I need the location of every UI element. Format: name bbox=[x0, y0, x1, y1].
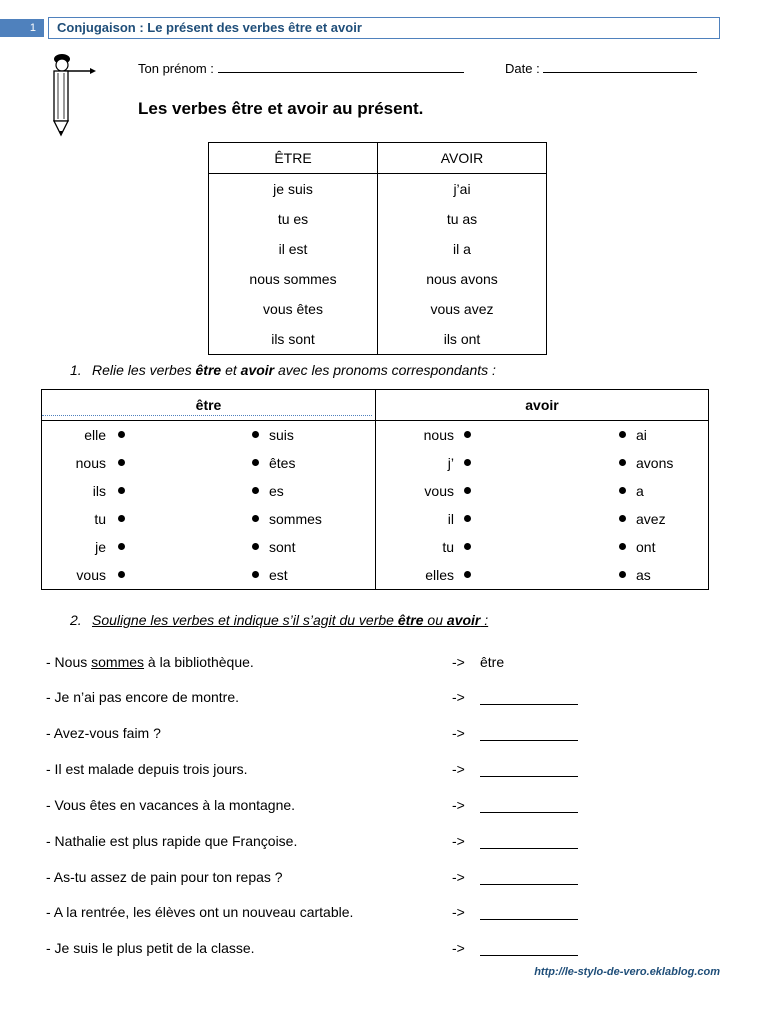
instruction-text: Souligne les verbes et indique s’il s’agit du verbe bbox=[92, 612, 398, 628]
pronoun-left: ils bbox=[92, 483, 106, 499]
page-title: Les verbes être et avoir au présent. bbox=[138, 99, 424, 118]
name-field[interactable] bbox=[138, 60, 464, 76]
match-dot[interactable] bbox=[118, 431, 125, 438]
date-line[interactable] bbox=[543, 60, 697, 73]
verb-right: as bbox=[636, 567, 651, 583]
col-header-avoir: AVOIR bbox=[378, 143, 547, 174]
instruction-text: et bbox=[221, 362, 241, 378]
sentence: - Nathalie est plus rapide que Françoise. bbox=[46, 832, 298, 849]
pronoun-left: elles bbox=[425, 567, 454, 583]
table-row bbox=[209, 174, 547, 205]
instruction-bold: être bbox=[397, 612, 424, 628]
answer-blank[interactable] bbox=[480, 740, 578, 741]
table-cell: ils sont bbox=[209, 324, 378, 355]
match-dot[interactable] bbox=[118, 571, 125, 578]
sentence-text: à la bibliothèque. bbox=[144, 654, 254, 670]
matching-row bbox=[42, 452, 708, 474]
table-cell: nous avons bbox=[378, 264, 547, 294]
instruction-text: avec les pronoms correspondants : bbox=[274, 362, 496, 378]
match-dot[interactable] bbox=[118, 515, 125, 522]
verb-right: suis bbox=[269, 427, 294, 443]
instruction-bold: être bbox=[195, 362, 222, 378]
pronoun-left: tu bbox=[94, 511, 106, 527]
match-dot[interactable] bbox=[118, 487, 125, 494]
name-line[interactable] bbox=[218, 60, 464, 73]
answer-blank[interactable] bbox=[480, 884, 578, 885]
table-row bbox=[209, 264, 547, 294]
sentence: - As-tu assez de pain pour ton repas ? bbox=[46, 868, 283, 885]
table-row bbox=[209, 324, 547, 355]
match-dot[interactable] bbox=[619, 543, 626, 550]
pronoun-left: vous bbox=[424, 483, 454, 499]
table-row bbox=[209, 234, 547, 264]
conjugation-table bbox=[208, 142, 547, 355]
page-number: 1 bbox=[0, 19, 44, 37]
sentence: - A la rentrée, les élèves ont un nouveau cartable. bbox=[46, 904, 354, 921]
instruction-text: ou bbox=[423, 612, 447, 628]
table-cell: vous avez bbox=[378, 294, 547, 324]
matching-header-etre: être bbox=[195, 397, 222, 413]
verb-right: avez bbox=[636, 511, 666, 527]
arrow: -> bbox=[452, 868, 465, 885]
verb-right: es bbox=[269, 483, 284, 499]
table-cell: j’ai bbox=[378, 174, 547, 205]
exercise-number: 2. bbox=[70, 612, 82, 628]
example-sentence bbox=[46, 654, 254, 670]
sentence: - Vous êtes en vacances à la montagne. bbox=[46, 796, 296, 813]
verb-right: sont bbox=[269, 539, 296, 555]
matching-row bbox=[42, 508, 708, 530]
exercise-2-instruction bbox=[70, 612, 488, 628]
table-cell: je suis bbox=[209, 174, 378, 205]
pencil-mascot-icon bbox=[44, 49, 96, 137]
divider bbox=[42, 415, 372, 416]
verb-right: ai bbox=[636, 427, 647, 443]
match-dot[interactable] bbox=[464, 459, 471, 466]
table-cell: il est bbox=[209, 234, 378, 264]
answer-blank[interactable] bbox=[480, 955, 578, 956]
table-row bbox=[209, 294, 547, 324]
instruction-bold: avoir bbox=[446, 612, 481, 628]
answer-blank[interactable] bbox=[480, 812, 578, 813]
match-dot[interactable] bbox=[252, 543, 259, 550]
pronoun-left: j’ bbox=[447, 455, 454, 471]
pronoun-left: nous bbox=[423, 427, 454, 443]
matching-table bbox=[41, 389, 709, 590]
match-dot[interactable] bbox=[619, 459, 626, 466]
answer-blank[interactable] bbox=[480, 848, 578, 849]
match-dot[interactable] bbox=[252, 487, 259, 494]
match-dot[interactable] bbox=[252, 571, 259, 578]
instruction-text: Relie les verbes bbox=[92, 362, 196, 378]
pronoun-left: nous bbox=[75, 455, 106, 471]
footer-url[interactable]: http://le-stylo-de-vero.eklablog.com bbox=[534, 966, 720, 978]
verb-right: est bbox=[269, 567, 288, 583]
arrow: -> bbox=[452, 760, 465, 777]
match-dot[interactable] bbox=[464, 487, 471, 494]
table-cell: tu es bbox=[209, 204, 378, 234]
arrow: -> bbox=[452, 689, 465, 705]
exercise-number: 1. bbox=[70, 362, 82, 378]
table-cell: tu as bbox=[378, 204, 547, 234]
matching-row bbox=[42, 424, 708, 446]
table-cell: vous êtes bbox=[209, 294, 378, 324]
table-cell: il a bbox=[378, 234, 547, 264]
match-dot[interactable] bbox=[252, 459, 259, 466]
matching-row bbox=[42, 564, 708, 586]
arrow: -> bbox=[452, 796, 465, 813]
pronoun-left: tu bbox=[442, 539, 454, 555]
table-row bbox=[209, 204, 547, 234]
verb-right: avons bbox=[636, 455, 674, 471]
match-dot[interactable] bbox=[464, 571, 471, 578]
match-dot[interactable] bbox=[252, 515, 259, 522]
match-dot[interactable] bbox=[619, 515, 626, 522]
date-label: Date : bbox=[505, 61, 540, 76]
match-dot[interactable] bbox=[619, 571, 626, 578]
matching-row bbox=[42, 536, 708, 558]
table-cell: ils ont bbox=[378, 324, 547, 355]
verb-right: ont bbox=[636, 539, 656, 555]
sentence-text: - Nous bbox=[46, 654, 92, 670]
instruction-text: : bbox=[480, 612, 489, 628]
sentence: - Il est malade depuis trois jours. bbox=[46, 760, 248, 777]
match-dot[interactable] bbox=[619, 487, 626, 494]
date-field[interactable] bbox=[505, 60, 697, 76]
table-cell: nous sommes bbox=[209, 264, 378, 294]
match-dot[interactable] bbox=[619, 431, 626, 438]
answer-blank[interactable] bbox=[480, 776, 578, 777]
pronoun-left: elle bbox=[84, 427, 106, 443]
pronoun-left: vous bbox=[76, 567, 106, 583]
arrow: -> bbox=[452, 940, 465, 957]
underlined-verb: sommes bbox=[91, 654, 145, 670]
sentence: - Je n’ai pas encore de montre. bbox=[46, 689, 239, 705]
match-dot[interactable] bbox=[464, 543, 471, 550]
sentence: - Je suis le plus petit de la classe. bbox=[46, 940, 255, 957]
answer-blank[interactable] bbox=[480, 919, 578, 920]
verb-right: sommes bbox=[269, 511, 322, 527]
matching-header-avoir: avoir bbox=[525, 397, 559, 413]
arrow: -> bbox=[452, 904, 465, 921]
matching-row bbox=[42, 480, 708, 502]
match-dot[interactable] bbox=[464, 515, 471, 522]
instruction-bold: avoir bbox=[240, 362, 275, 378]
document-header: Conjugaison : Le présent des verbes être et avoir bbox=[48, 17, 720, 39]
sentence: - Avez-vous faim ? bbox=[46, 724, 161, 741]
arrow: -> bbox=[452, 654, 465, 670]
match-dot[interactable] bbox=[464, 431, 471, 438]
pronoun-left: il bbox=[447, 511, 454, 527]
example-answer: être bbox=[480, 654, 505, 670]
name-label: Ton prénom : bbox=[138, 61, 214, 76]
match-dot[interactable] bbox=[252, 431, 259, 438]
exercise-1-instruction bbox=[70, 362, 496, 378]
verb-right: êtes bbox=[269, 455, 296, 471]
verb-right: a bbox=[636, 483, 644, 499]
arrow: -> bbox=[452, 832, 465, 849]
match-dot[interactable] bbox=[118, 543, 125, 550]
col-header-etre: ÊTRE bbox=[209, 143, 378, 174]
pronoun-left: je bbox=[95, 539, 106, 555]
arrow: -> bbox=[452, 724, 465, 741]
match-dot[interactable] bbox=[118, 459, 125, 466]
answer-blank[interactable] bbox=[480, 704, 578, 705]
